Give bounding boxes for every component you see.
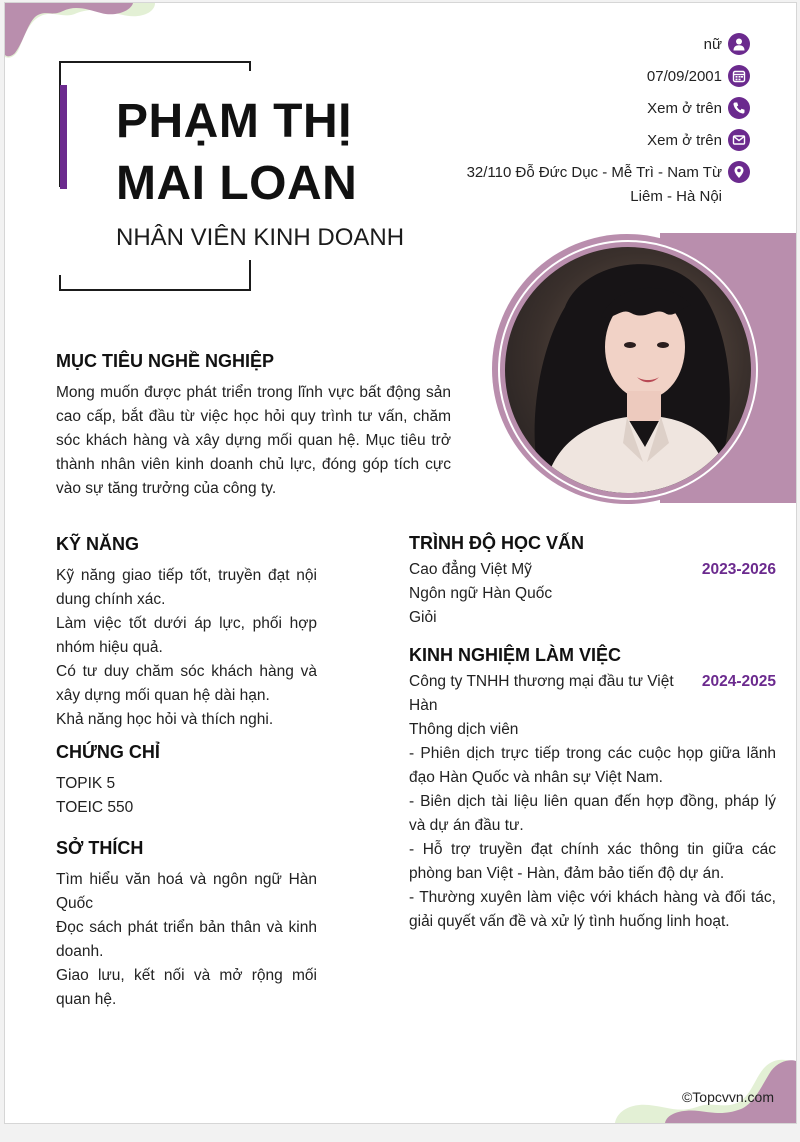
top-left-blob-decoration	[5, 3, 165, 63]
name-frame-right-tick-bottom	[249, 260, 251, 291]
education-title: TRÌNH ĐỘ HỌC VẤN	[409, 533, 584, 553]
address-line-2: Liêm - Hà Nội	[630, 188, 722, 205]
name-line-1: PHẠM THỊ	[116, 95, 352, 148]
location-icon	[728, 161, 750, 183]
objective-title: MỤC TIÊU NGHỀ NGHIỆP	[56, 351, 275, 371]
education-grade: Giỏi	[409, 609, 437, 626]
education-years: 2023-2026	[701, 561, 776, 578]
dob-text: 07/09/2001	[646, 68, 722, 85]
profile-photo-illustration	[505, 247, 751, 493]
profile-photo	[505, 247, 751, 493]
skill-item: Làm việc tốt dưới áp lực, phối hợp nhóm hiệu quả.	[56, 615, 317, 656]
education-major: Ngôn ngữ Hàn Quốc	[409, 585, 553, 602]
duty-item: - Phiên dịch trực tiếp trong các cuộc họp giữa lãnh đạo Hàn Quốc và nhân sự Việt Nam.	[409, 745, 776, 786]
name-frame-top-line	[59, 61, 251, 63]
duty-item: - Hỗ trợ truyền đạt chính xác thông tin giữa các phòng ban Việt - Hàn, đảm bảo tiến độ dự án.	[409, 841, 776, 882]
experience-position: Thông dịch viên	[409, 721, 519, 738]
certificates-list	[56, 772, 317, 820]
education-school: Cao đẳng Việt Mỹ	[409, 561, 532, 578]
name-frame-bottom-line	[59, 289, 251, 291]
experience-years: 2024-2025	[701, 673, 776, 690]
certificates-title: CHỨNG CHỈ	[56, 742, 160, 762]
duty-item: - Biên dịch tài liệu liên quan đến hợp đồng, pháp lý và dự án đầu tư.	[409, 793, 776, 834]
mail-icon	[728, 129, 750, 151]
hobby-item: Tìm hiểu văn hoá và ngôn ngữ Hàn Quốc	[56, 871, 317, 912]
gender-text: nữ	[703, 36, 722, 53]
full-name	[116, 91, 357, 215]
calendar-icon	[728, 65, 750, 87]
name-frame-right-tick-top	[249, 61, 251, 71]
name-accent-bar	[60, 85, 67, 189]
copyright-text: ©Topcvvn.com	[681, 1089, 774, 1105]
experience-duties	[409, 742, 776, 934]
phone-icon	[728, 97, 750, 119]
job-title: NHÂN VIÊN KINH DOANH	[116, 224, 405, 251]
certificate-item: TOPIK 5	[56, 775, 116, 792]
hobbies-title: SỞ THÍCH	[56, 838, 144, 858]
user-icon	[728, 33, 750, 55]
certificate-item: TOEIC 550	[56, 799, 134, 816]
skill-item: Có tư duy chăm sóc khách hàng và xây dựng mối quan hệ dài hạn.	[56, 663, 317, 704]
hobbies-list	[56, 868, 317, 1012]
duty-item: - Thường xuyên làm việc với khách hàng và đối tác, giải quyết vấn đề và xử lý tình huống linh hoạt.	[409, 889, 776, 930]
email-text: Xem ở trên	[647, 132, 722, 149]
name-line-2: MAI LOAN	[116, 157, 358, 210]
experience-title: KINH NGHIỆM LÀM VIỆC	[409, 645, 622, 665]
skills-list	[56, 564, 317, 732]
hobby-item: Đọc sách phát triển bản thân và kinh doanh.	[56, 919, 317, 960]
objective-text: Mong muốn được phát triển trong lĩnh vực bất động sản cao cấp, bắt đầu từ việc học hỏi quy trình tư vấn, chăm sóc khách hàng và xây dựng mối quan hệ. Mục tiêu trở thành nhân viên kinh doanh chủ lực, đóng góp tích cực vào sự tăng trưởng của công ty.	[56, 384, 451, 497]
address-text	[467, 161, 722, 209]
skills-title: KỸ NĂNG	[56, 534, 140, 554]
skill-item: Khả năng học hỏi và thích nghi.	[56, 711, 274, 728]
hobby-item: Giao lưu, kết nối và mở rộng mối quan hệ.	[56, 967, 317, 1008]
experience-company: Công ty TNHH thương mại đầu tư Việt Hàn	[409, 673, 674, 714]
bottom-right-blob-decoration	[605, 1053, 796, 1123]
skill-item: Kỹ năng giao tiếp tốt, truyền đạt nội dung chính xác.	[56, 567, 317, 608]
address-line-1: 32/110 Đỗ Đức Dục - Mễ Trì - Nam Từ	[466, 164, 722, 181]
phone-text: Xem ở trên	[647, 100, 722, 117]
cv-page	[4, 2, 797, 1124]
